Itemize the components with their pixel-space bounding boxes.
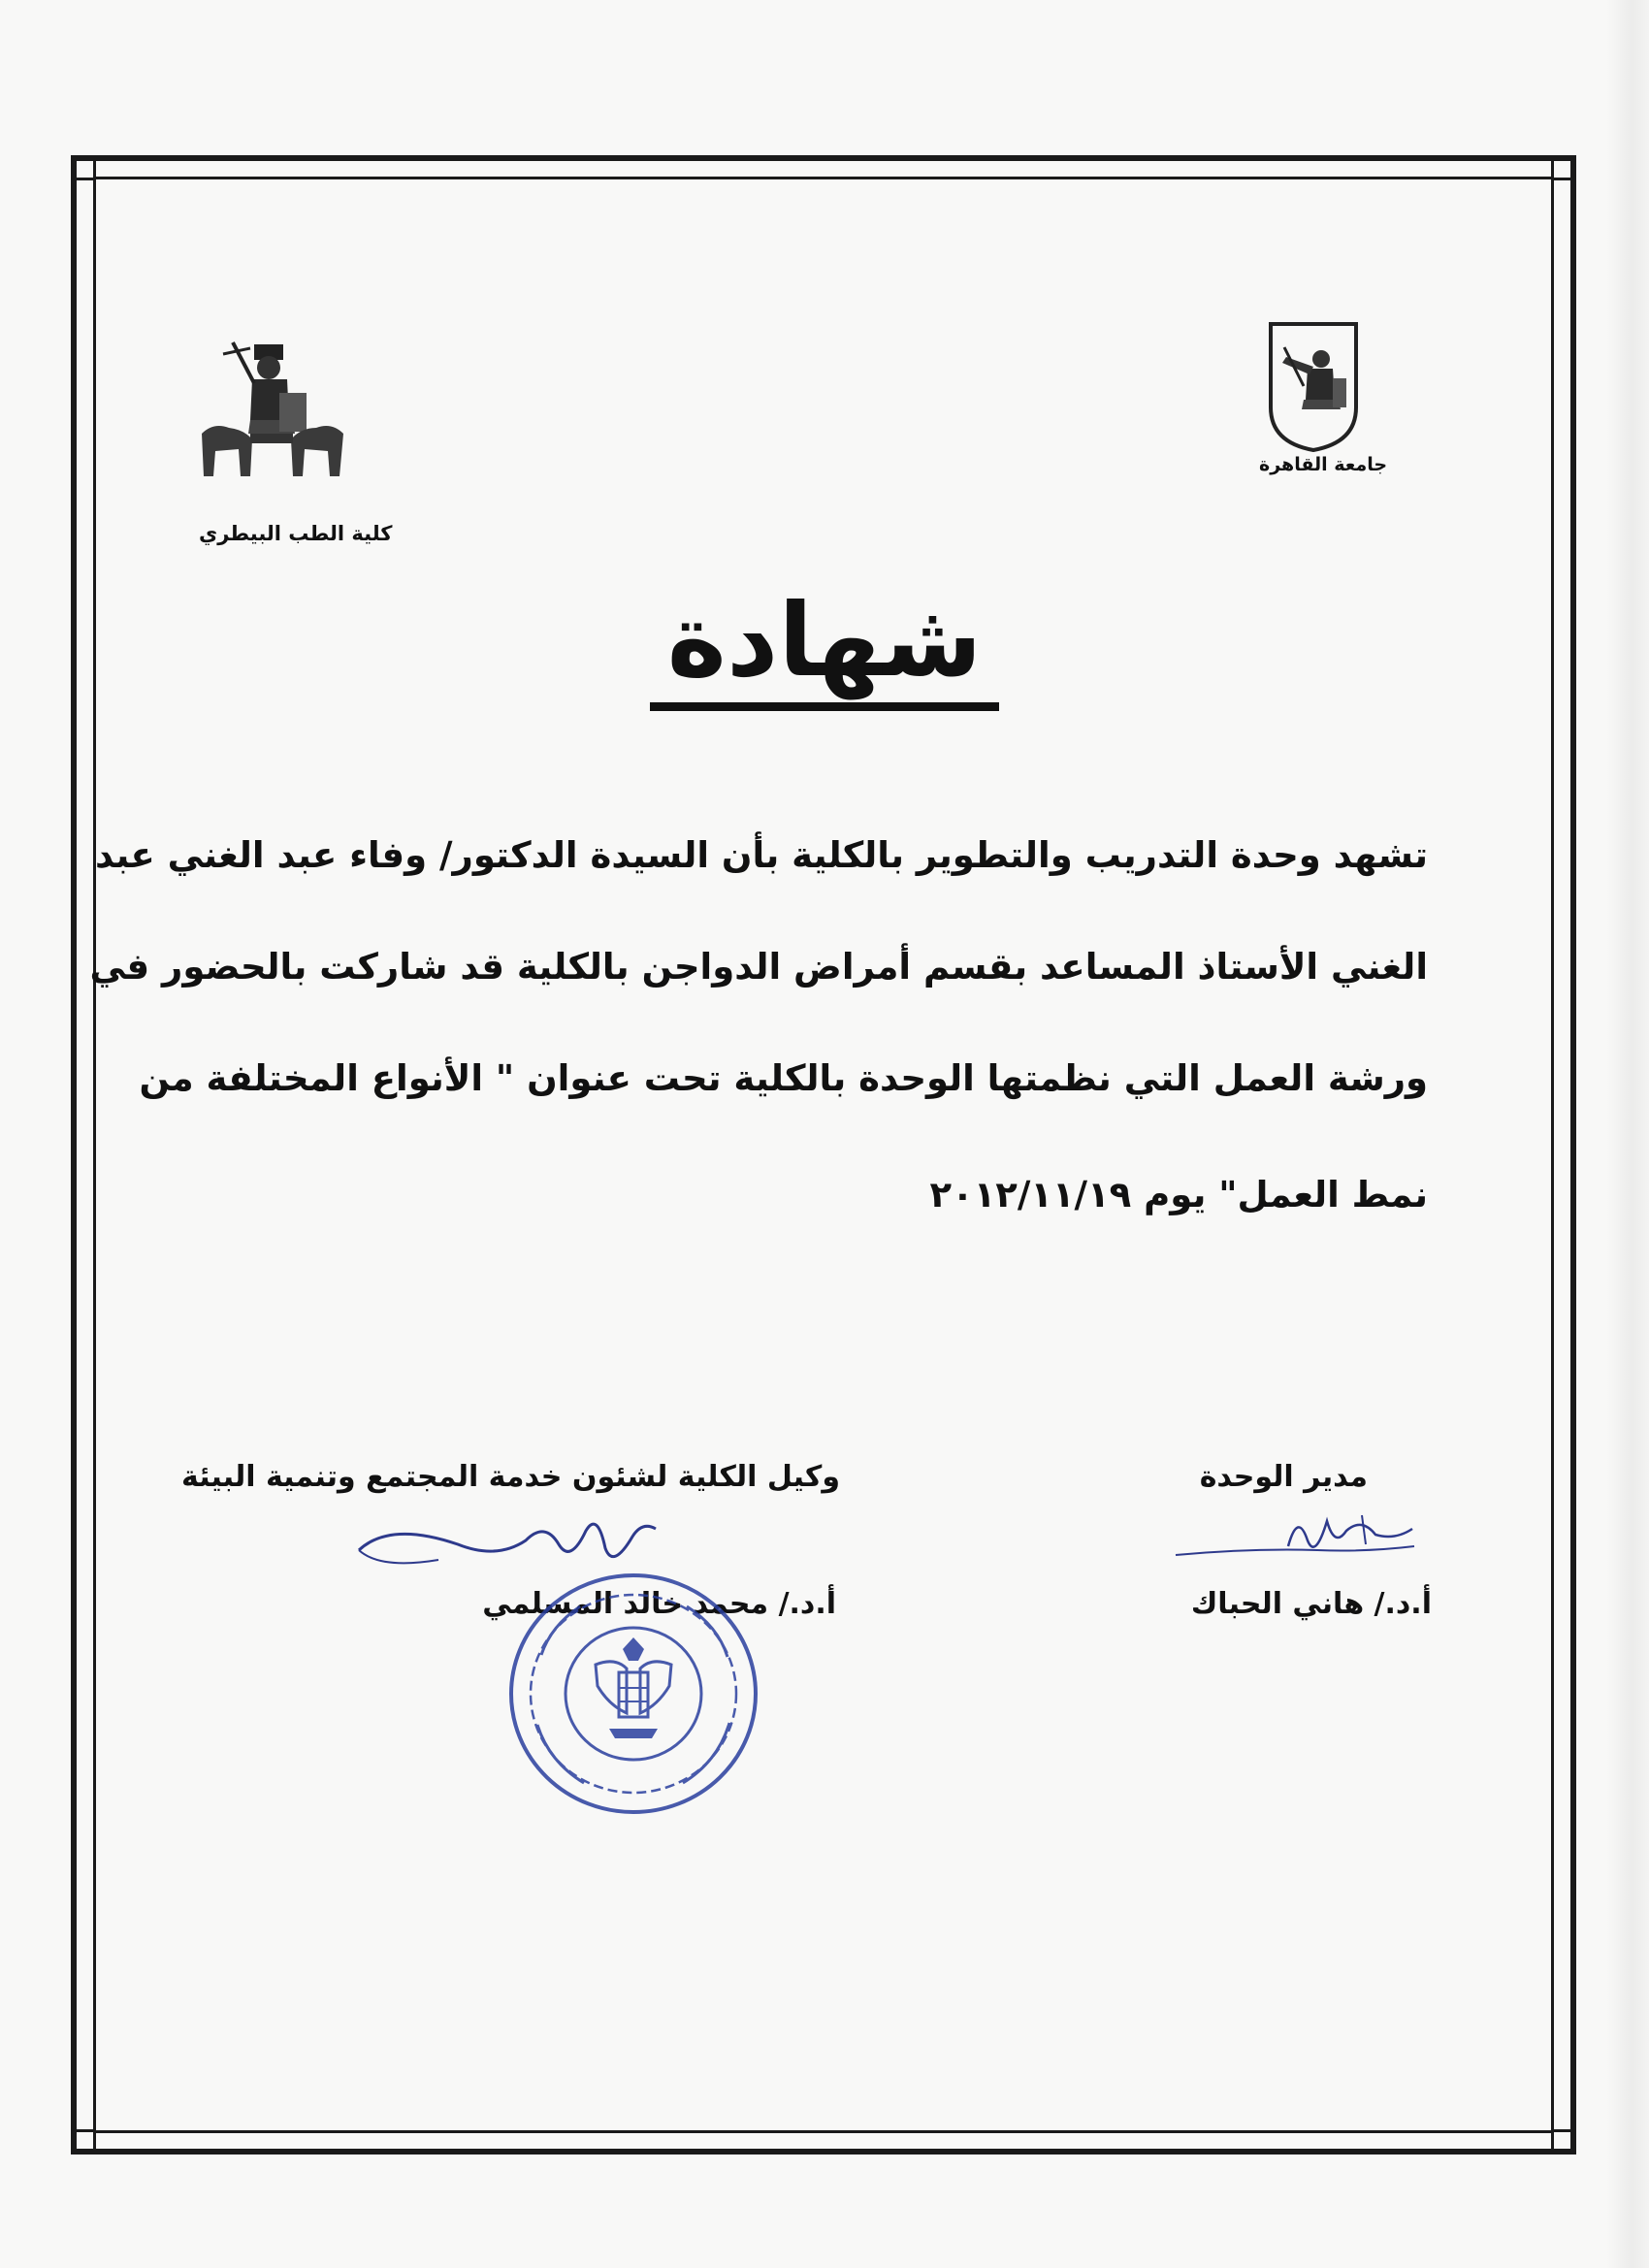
frame-corner-top-right bbox=[1551, 155, 1576, 180]
frame-corner-top-left bbox=[71, 155, 96, 180]
official-eagle-stamp-icon bbox=[502, 1568, 764, 1820]
scan-edge bbox=[1606, 0, 1649, 2268]
unit-director-signature bbox=[1172, 1502, 1424, 1570]
body-line-4: نمط العمل" يوم ٢٠١٢/١١/١٩ bbox=[929, 1174, 1428, 1215]
unit-director-role: مدير الوحدة bbox=[1199, 1460, 1368, 1494]
vice-dean-role: وكيل الكلية لشئون خدمة المجتمع وتنمية البيئة bbox=[181, 1460, 840, 1494]
vice-dean-name: أ.د./ محمد خالد المسلمي bbox=[482, 1587, 836, 1621]
body-line-3: ورشة العمل التي نظمتها الوحدة بالكلية تحت عنوان " الأنواع المختلفة من bbox=[139, 1057, 1428, 1099]
body-line-1: تشهد وحدة التدريب والتطوير بالكلية بأن السيدة الدكتور/ وفاء عبد الغني عبد bbox=[94, 834, 1428, 876]
certificate-title bbox=[0, 581, 1649, 711]
cairo-university-shield-icon bbox=[1265, 318, 1362, 454]
frame-corner-bottom-left bbox=[71, 2129, 96, 2155]
unit-director-name: أ.د./ هاني الحباك bbox=[1190, 1587, 1432, 1621]
pharaoh-throne-lions-icon bbox=[194, 325, 349, 480]
frame-corner-bottom-right bbox=[1551, 2129, 1576, 2155]
certificate-title-text: شهادة bbox=[650, 590, 1000, 711]
university-logo-label: جامعة القاهرة bbox=[1259, 454, 1388, 475]
faculty-logo-label: كلية الطب البيطري bbox=[199, 522, 393, 545]
body-line-2: الغني الأستاذ المساعد بقسم أمراض الدواجن بالكلية قد شاركت بالحضور في bbox=[89, 946, 1428, 988]
